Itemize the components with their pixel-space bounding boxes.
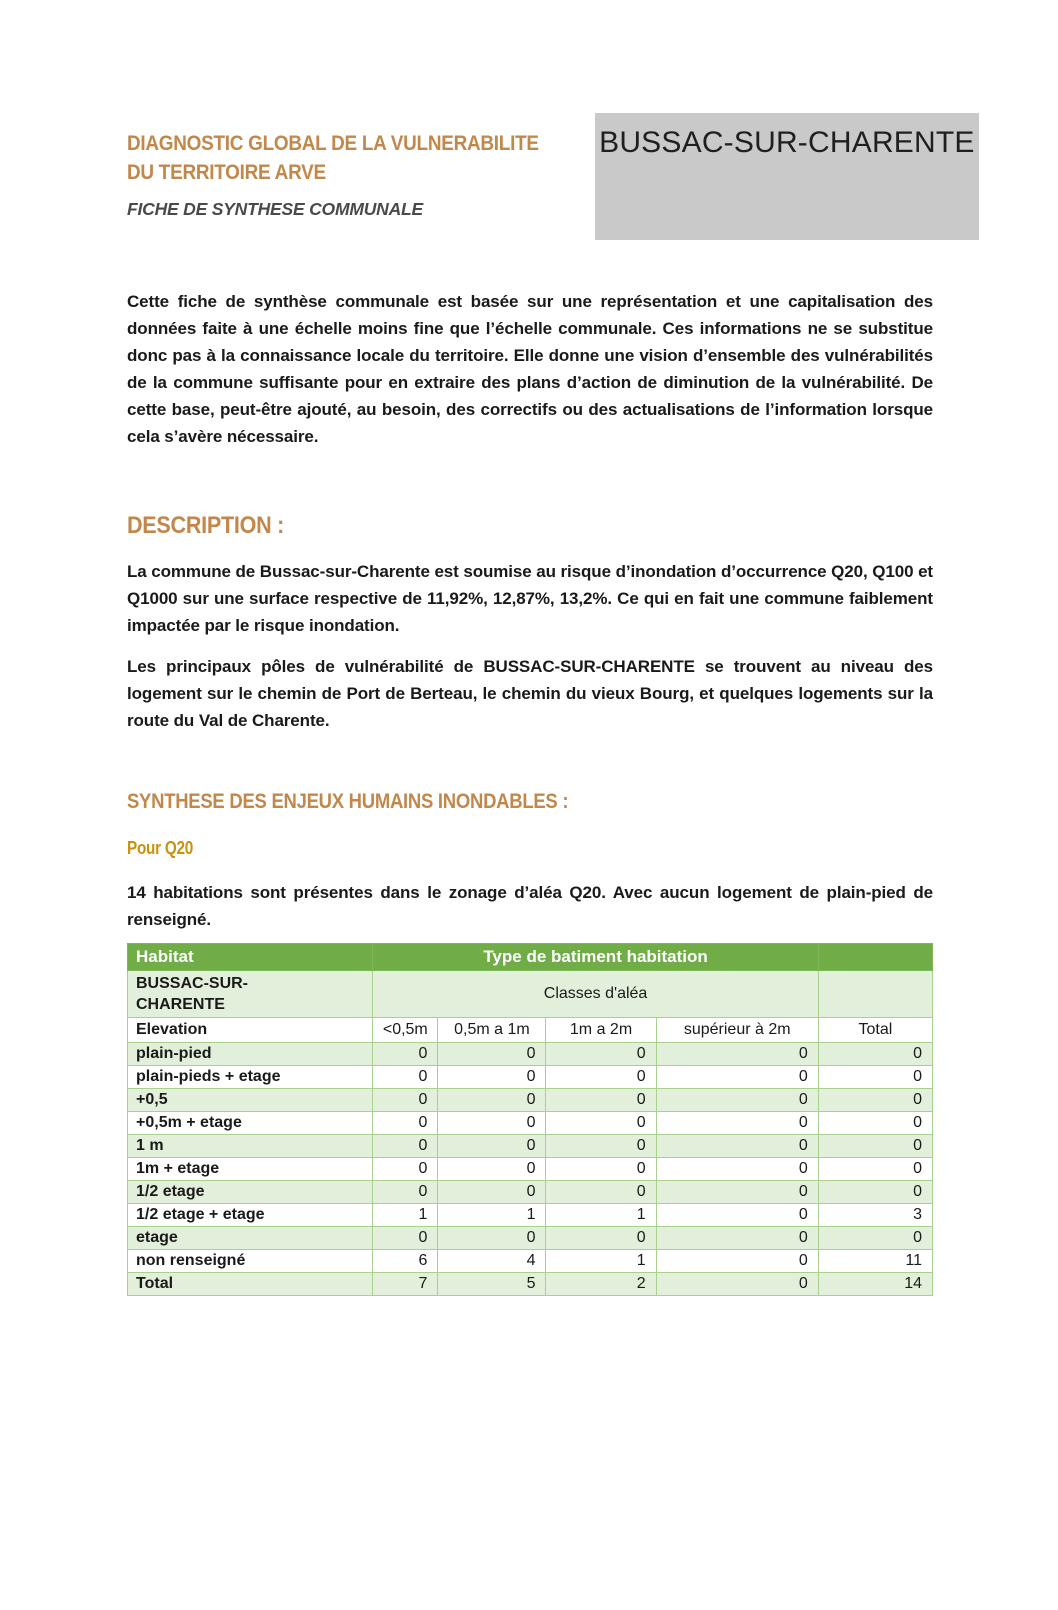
cell-value: 0	[438, 1181, 546, 1204]
col-05m-1m: 0,5m a 1m	[438, 1018, 546, 1043]
scenario-label	[127, 838, 933, 859]
table-header-row	[128, 944, 933, 971]
synthese-heading	[127, 790, 933, 814]
row-label: +0,5	[128, 1089, 373, 1112]
table-row	[128, 1250, 933, 1273]
cell-value: 0	[438, 1227, 546, 1250]
col-lt-05m: <0,5m	[373, 1018, 438, 1043]
cell-value: 0	[373, 1112, 438, 1135]
cell-value: 0	[656, 1158, 818, 1181]
cell-value: 0	[438, 1066, 546, 1089]
row-label: plain-pieds + etage	[128, 1066, 373, 1089]
cell-value: 0	[818, 1181, 932, 1204]
subheader-commune-text: BUSSAC-SUR-CHARENTE	[136, 975, 248, 1013]
cell-value: 0	[373, 1043, 438, 1066]
synthese-paragraph: 14 habitations sont présentes dans le zonage d’aléa Q20. Avec aucun logement de plain-pied de renseigné.	[127, 883, 933, 929]
description-paragraph-2: Les principaux pôles de vulnérabilité de BUSSAC-SUR-CHARENTE se trouvent au niveau des logement sur le chemin de Port de Berteau, le chemin du vieux Bourg, et quelques logements sur la route du Val de Charente.	[127, 657, 933, 730]
row-label: plain-pied	[128, 1043, 373, 1066]
cell-value: 0	[656, 1273, 818, 1296]
header-empty	[818, 944, 932, 971]
subheader-classes-alea: Classes d'aléa	[373, 971, 819, 1018]
col-elevation: Elevation	[128, 1018, 373, 1043]
cell-value: 0	[373, 1158, 438, 1181]
cell-value: 0	[818, 1135, 932, 1158]
cell-value: 0	[373, 1227, 438, 1250]
row-label: non renseigné	[128, 1250, 373, 1273]
cell-value: 0	[438, 1135, 546, 1158]
cell-value: 0	[546, 1043, 656, 1066]
cell-value: 0	[818, 1089, 932, 1112]
header-habitat: Habitat	[128, 944, 373, 971]
table-row	[128, 1273, 933, 1296]
table-row	[128, 1158, 933, 1181]
cell-value: 0	[818, 1227, 932, 1250]
intro-paragraph: Cette fiche de synthèse communale est basée sur une représentation et une capitalisation des données faite à une échelle moins fine que l’échelle communale. Ces informations ne se substitue donc pas à la connaissance locale du territoire. Elle donne une vision d’ensemble des vulnérabilités de la commune suffisante pour en extraire des plans d’action de diminution de la vulnérabilité. De cette base, peut-être ajouté, au besoin, des correctifs ou des actualisations de l’information lorsque cela s’avère nécessaire.	[127, 292, 933, 446]
cell-value: 0	[656, 1089, 818, 1112]
document-header	[127, 113, 975, 240]
cell-value: 0	[373, 1089, 438, 1112]
table-row	[128, 1066, 933, 1089]
cell-value: 0	[546, 1135, 656, 1158]
description-paragraph-1: La commune de Bussac-sur-Charente est soumise au risque d’inondation d’occurrence Q20, Q100 et Q1000 sur une surface respective de 11,92%, 12,87%, 13,2%. Ce qui en fait une commune faiblement impactée par le risque inondation.	[127, 562, 933, 635]
cell-value: 0	[438, 1112, 546, 1135]
cell-value: 0	[656, 1066, 818, 1089]
row-label: 1m + etage	[128, 1158, 373, 1181]
cell-value: 0	[656, 1181, 818, 1204]
report-title-line1: DIAGNOSTIC GLOBAL DE LA VULNERABILITE	[127, 131, 539, 155]
cell-value: 0	[818, 1043, 932, 1066]
table-row	[128, 1089, 933, 1112]
col-1m-2m: 1m a 2m	[546, 1018, 656, 1043]
cell-value: 0	[546, 1181, 656, 1204]
commune-name-box	[595, 113, 979, 240]
cell-value: 0	[546, 1112, 656, 1135]
cell-value: 0	[656, 1043, 818, 1066]
cell-value: 0	[656, 1250, 818, 1273]
cell-value: 0	[438, 1089, 546, 1112]
cell-value: 0	[818, 1112, 932, 1135]
table-row	[128, 1204, 933, 1227]
scenario-label-text: Pour Q20	[127, 838, 193, 858]
document-page	[0, 113, 1058, 1296]
cell-value: 0	[656, 1204, 818, 1227]
header-type-batiment: Type de batiment habitation	[373, 944, 819, 971]
row-label: 1 m	[128, 1135, 373, 1158]
cell-value: 7	[373, 1273, 438, 1296]
row-label: Total	[128, 1273, 373, 1296]
synthese-heading-text: SYNTHESE DES ENJEUX HUMAINS INONDABLES :	[127, 790, 569, 813]
cell-value: 1	[546, 1204, 656, 1227]
cell-value: 1	[373, 1204, 438, 1227]
cell-value: 6	[373, 1250, 438, 1273]
title-block	[127, 129, 595, 220]
cell-value: 0	[373, 1066, 438, 1089]
row-label: +0,5m + etage	[128, 1112, 373, 1135]
subheader-commune	[128, 971, 373, 1018]
cell-value: 0	[656, 1227, 818, 1250]
description-heading	[127, 512, 933, 540]
cell-value: 1	[438, 1204, 546, 1227]
row-label: 1/2 etage	[128, 1181, 373, 1204]
table-row	[128, 1227, 933, 1250]
cell-value: 0	[546, 1227, 656, 1250]
cell-value: 5	[438, 1273, 546, 1296]
cell-value: 3	[818, 1204, 932, 1227]
cell-value: 2	[546, 1273, 656, 1296]
habitat-table	[127, 943, 933, 1296]
table-columns-row	[128, 1018, 933, 1043]
cell-value: 14	[818, 1273, 932, 1296]
cell-value: 0	[818, 1158, 932, 1181]
col-sup-2m: supérieur à 2m	[656, 1018, 818, 1043]
cell-value: 0	[438, 1043, 546, 1066]
cell-value: 1	[546, 1250, 656, 1273]
table-row	[128, 1135, 933, 1158]
col-total: Total	[818, 1018, 932, 1043]
table-row	[128, 1112, 933, 1135]
cell-value: 0	[546, 1066, 656, 1089]
cell-value: 0	[373, 1181, 438, 1204]
row-label: 1/2 etage + etage	[128, 1204, 373, 1227]
cell-value: 0	[818, 1066, 932, 1089]
report-title-line2: DU TERRITOIRE ARVE	[127, 160, 326, 184]
cell-value: 0	[438, 1158, 546, 1181]
cell-value: 4	[438, 1250, 546, 1273]
report-subtitle: FICHE DE SYNTHESE COMMUNALE	[127, 199, 424, 219]
report-title	[127, 129, 595, 187]
table-row	[128, 1181, 933, 1204]
cell-value: 0	[656, 1135, 818, 1158]
commune-name: BUSSAC-SUR-CHARENTE	[599, 126, 975, 159]
row-label: etage	[128, 1227, 373, 1250]
cell-value: 0	[546, 1089, 656, 1112]
description-heading-text: DESCRIPTION :	[127, 512, 285, 539]
table-row	[128, 1043, 933, 1066]
cell-value: 0	[373, 1135, 438, 1158]
cell-value: 0	[656, 1112, 818, 1135]
table-subheader-row	[128, 971, 933, 1018]
cell-value: 11	[818, 1250, 932, 1273]
cell-value: 0	[546, 1158, 656, 1181]
subheader-empty	[818, 971, 932, 1018]
